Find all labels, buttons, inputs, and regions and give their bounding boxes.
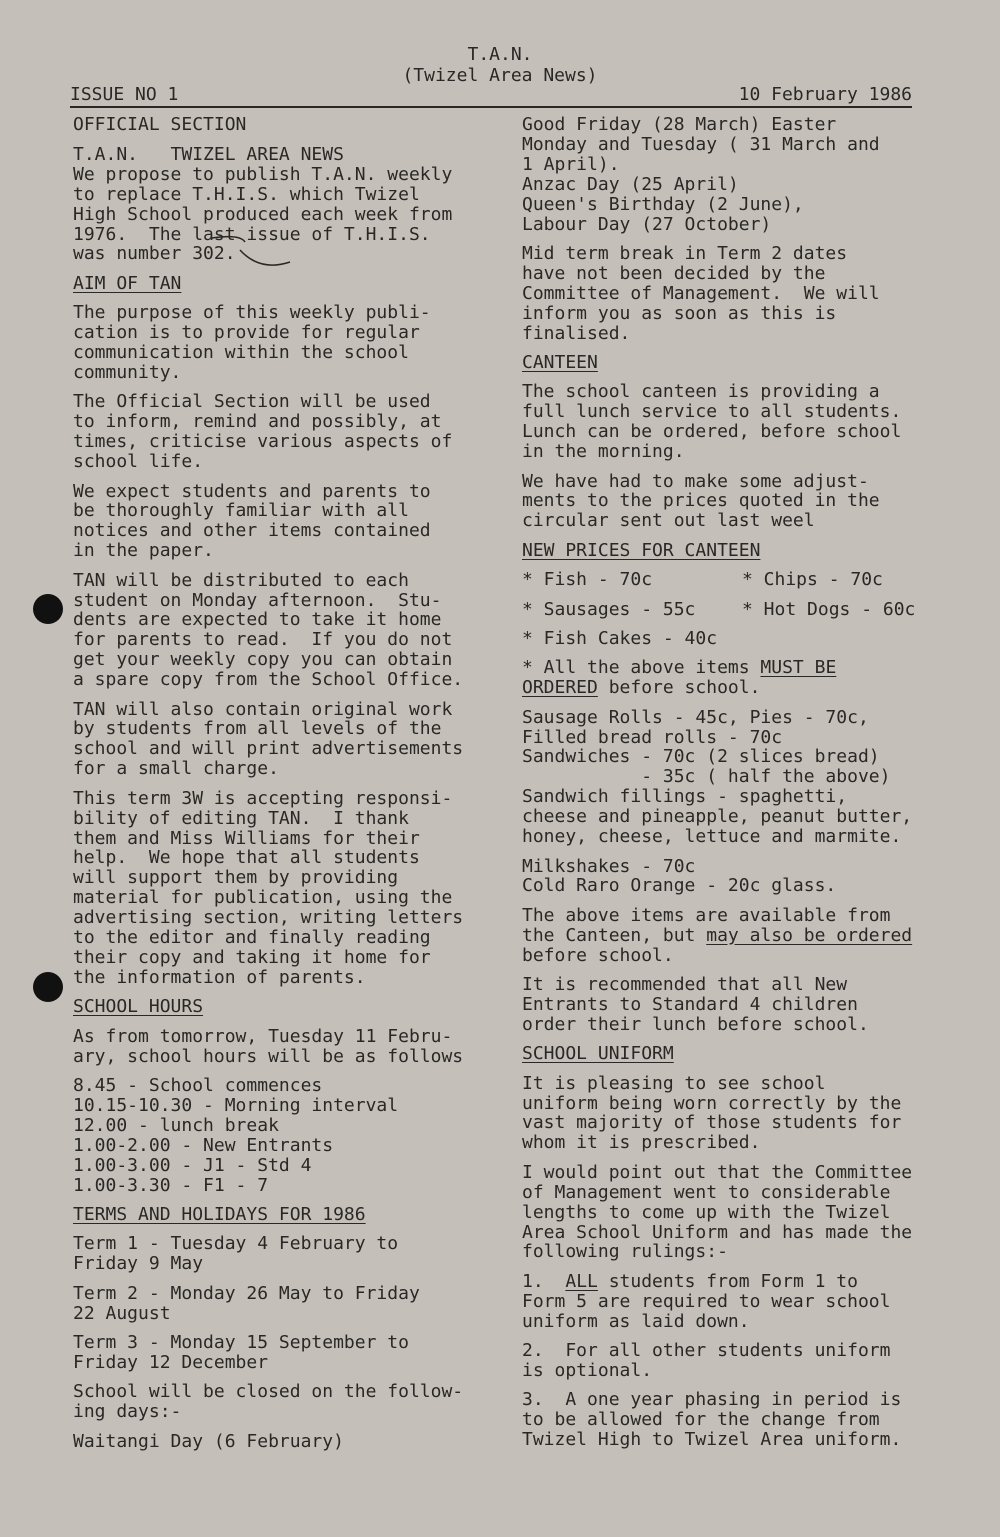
masthead-title: T.A.N.	[467, 44, 533, 65]
aim-paragraph-4: TAN will be distributed to each student on Monday afternoon. Stu- dents are expected to take it home for parents to read. If you do not get your weekly copy you can obtain a spare copy from the School Office.	[73, 569, 464, 691]
term-2: Term 2 - Monday 26 May to Friday 22 August	[73, 1282, 420, 1324]
canteen-paragraph-1: The school canteen is providing a full lunch service to all students. Lunch can be ordered, before school in the morning.	[522, 381, 902, 463]
term-1: Term 1 - Tuesday 4 February to Friday 9 May	[73, 1233, 399, 1275]
lunch-recommendation: It is recommended that all New Entrants to Standard 4 children order their lunch before school.	[522, 974, 869, 1035]
rule-1-all: ALL	[565, 1270, 598, 1292]
availability-note	[522, 906, 962, 966]
pen-strike-mark	[210, 232, 300, 272]
official-section-heading: OFFICIAL SECTION	[73, 114, 247, 135]
punch-hole	[33, 972, 63, 1002]
availability-line-1: The above items are available from	[522, 904, 891, 926]
drinks: Milkshakes - 70c Cold Raro Orange - 20c glass.	[522, 855, 837, 897]
issue-date: 10 February 1986	[738, 84, 912, 105]
rule-1-number: 1.	[522, 1270, 566, 1292]
order-note-must: MUST BE	[760, 657, 837, 679]
uniform-rule-3: 3. A one year phasing in period is to be allowed for the change from Twizel High to Twizel Area uniform.	[522, 1389, 902, 1451]
price-sausages: * Sausages - 55c	[522, 598, 696, 620]
waitangi-day: Waitangi Day (6 February)	[73, 1430, 344, 1452]
midterm-note: Mid term break in Term 2 dates have not been decided by the Committee of Management. We will inform you as soon as this is finalised.	[522, 242, 880, 344]
aim-paragraph-2: The Official Section will be used to inform, remind and possibly, at times, criticise various aspects of school life.	[73, 391, 453, 473]
left-column	[73, 115, 513, 1461]
uniform-rule-2: 2. For all other students uniform is optional.	[522, 1340, 891, 1381]
masthead	[0, 44, 1000, 86]
closed-days-intro: School will be closed on the follow- ing days:-	[73, 1381, 464, 1423]
school-uniform-heading: SCHOOL UNIFORM	[522, 1043, 674, 1065]
order-note-text: * All the above items	[522, 657, 761, 679]
term-3: Term 3 - Monday 15 September to Friday 12 December	[73, 1331, 409, 1373]
price-row	[522, 570, 962, 590]
canteen-heading: CANTEEN	[522, 351, 598, 373]
school-hours-intro: As from tomorrow, Tuesday 11 Febru- ary, school hours will be as follows	[73, 1025, 464, 1067]
menu-items: Sausage Rolls - 45c, Pies - 70c, Filled bread rolls - 70c Sandwiches - 70c (2 slices bread) - 35c ( half the above)	[522, 706, 891, 788]
sandwich-fillings: Sandwich fillings - spaghetti, cheese and pineapple, peanut butter, honey, cheese, lettuce and marmite.	[522, 786, 913, 848]
order-note-ordered: ORDERED	[522, 677, 598, 699]
order-note	[522, 658, 962, 698]
availability-line-3: before school.	[522, 944, 674, 966]
aim-paragraph-3: We expect students and parents to be thoroughly familiar with all notices and other items contained in the paper.	[73, 480, 431, 562]
rule-1-text: students from Form 1 to Form 5 are required to wear school uniform as laid down.	[522, 1270, 891, 1332]
price-chips: * Chips - 70c	[742, 569, 883, 591]
right-column	[522, 115, 962, 1460]
aim-paragraph-6: This term 3W is accepting responsi- bility of editing TAN. I thank them and Miss Williams for their help. We hope that all students will support them by providing material for publication, using the advertising section, writing letters to the editor and finally reading their copy and taking it home for the information of parents.	[73, 787, 464, 988]
price-row	[522, 600, 962, 620]
canteen-paragraph-2: We have had to make some adjust- ments to the prices quoted in the circular sent out last weel	[522, 470, 880, 532]
masthead-subtitle: (Twizel Area News)	[402, 65, 598, 86]
uniform-paragraph-2: I would point out that the Committee of Management went to considerable lengths to come up with the Twizel Area School Uniform and has made the following rulings:-	[522, 1161, 913, 1263]
punch-hole	[33, 594, 63, 624]
availability-line-2: the Canteen, but	[522, 924, 707, 946]
price-hot-dogs: * Hot Dogs - 60c	[742, 598, 916, 620]
aim-paragraph-5: TAN will also contain original work by students from all levels of the school and will print advertisements for a small charge.	[73, 698, 464, 780]
price-fish-cakes: * Fish Cakes - 40c	[522, 627, 718, 649]
school-hours-list: 8.45 - School commences 10.15-10.30 - Morning interval 12.00 - lunch break 1.00-2.00 - New Entrants 1.00-3.00 - J1 - Std 4 1.00-3.30 - F1 - 7	[73, 1074, 399, 1196]
aim-paragraph-1: The purpose of this weekly publi- cation is to provide for regular communication within the school community.	[73, 302, 431, 383]
holiday-list: Good Friday (28 March) Easter Monday and Tuesday ( 31 March and 1 April). Anzac Day (25 April) Queen's Birthday (2 June), Labour Day (27 October)	[522, 114, 880, 235]
new-prices-heading: NEW PRICES FOR CANTEEN	[522, 539, 761, 561]
availability-underlined: may also be ordered	[706, 924, 913, 946]
issue-number: ISSUE NO 1	[70, 84, 179, 105]
aim-heading: AIM OF TAN	[73, 272, 182, 294]
terms-heading: TERMS AND HOLIDAYS FOR 1986	[73, 1203, 366, 1225]
school-hours-heading: SCHOOL HOURS	[73, 996, 204, 1018]
order-note-end: before school.	[597, 677, 761, 699]
price-fish: * Fish - 70c	[522, 569, 653, 591]
uniform-rule-1	[522, 1272, 962, 1332]
intro-paragraph: T.A.N. TWIZEL AREA NEWS We propose to publish T.A.N. weekly to replace T.H.I.S. which Twizel High School produced each week from 1976. The last issue of T.H.I.S. was number 302.	[73, 143, 453, 265]
issue-line	[70, 84, 912, 108]
uniform-paragraph-1: It is pleasing to see school uniform being worn correctly by the vast majority of those students for whom it is prescribed.	[522, 1072, 902, 1154]
